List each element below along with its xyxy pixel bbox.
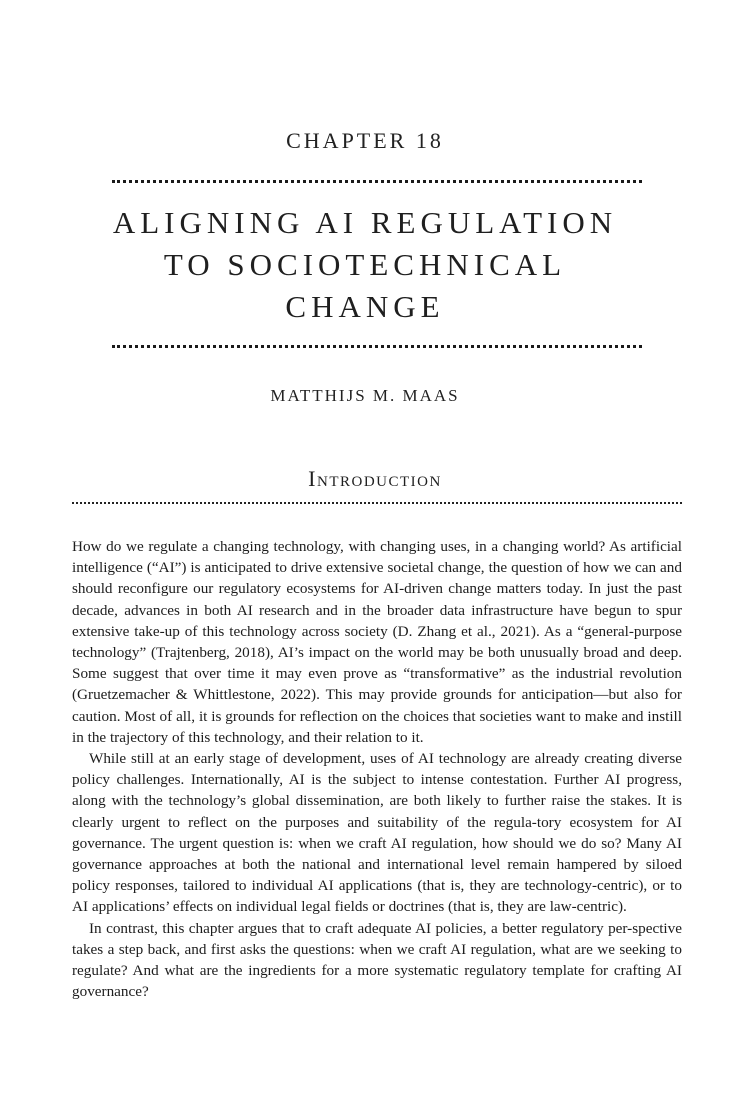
title-bottom-rule (112, 345, 642, 348)
chapter-title-line-3: CHANGE (285, 289, 445, 324)
paragraph-2: While still at an early stage of development, uses of AI technology are already creating diverse policy challenges. Internationally, AI is the subject to intense contestation. Further AI progress, along with the technology’s global dissemination, are both likely to further raise the stakes. It is clearly urgent to reflect on the purposes and suitability of the regula-tory ecosystem for AI governance. The urgent question is: when we craft AI regulation, how should we do so? Many AI governance approaches at both the national and international level remain hampered by siloed policy responses, tailored to individual AI applications (that is, they are technology-centric), or to AI applications’ effects on individual legal fields or doctrines (that is, they are law-centric). (72, 750, 682, 916)
chapter-title-line-2: TO SOCIOTECHNICAL (163, 247, 567, 282)
chapter-number: CHAPTER 18 (286, 128, 444, 153)
chapter-title (0, 202, 730, 328)
paragraph-3: In contrast, this chapter argues that to craft adequate AI policies, a better regulatory per-spective takes a step back, and first asks the questions: when we craft AI regulation, what are we seeking to regulate? And what are the ingredients for a more systematic regulatory template for crafting AI governance? (72, 919, 682, 1001)
body-text (72, 536, 682, 1002)
title-top-rule (112, 180, 642, 183)
chapter-author: MATTHIJS M. MAAS (270, 386, 460, 405)
chapter-title-line-1: ALIGNING AI REGULATION (112, 205, 618, 240)
section-rule (72, 502, 682, 504)
paragraph-1: How do we regulate a changing technology, with changing uses, in a changing world? As artificial intelligence (“AI”) is anticipated to drive extensive societal change, the question of how we can and should reconfigure our regulatory ecosystems for AI-driven change matters today. In just the past decade, advances in both AI research and in the broader data infrastructure have begun to spur extensive take-up of this technology across society (D. Zhang et al., 2021). As a “general-purpose technology” (Trajtenberg, 2018), AI’s impact on the world may be both unusually broad and deep. Some suggest that over time it may even prove as “transformative” as the industrial revolution (Gruetzemacher & Whittlestone, 2022). This may provide grounds for anticipation—but also for caution. Most of all, it is grounds for reflection on the choices that societies want to make and instill in the trajectory of this technology, and their relation to it. (72, 538, 682, 746)
section-heading: Introduction (308, 466, 442, 491)
